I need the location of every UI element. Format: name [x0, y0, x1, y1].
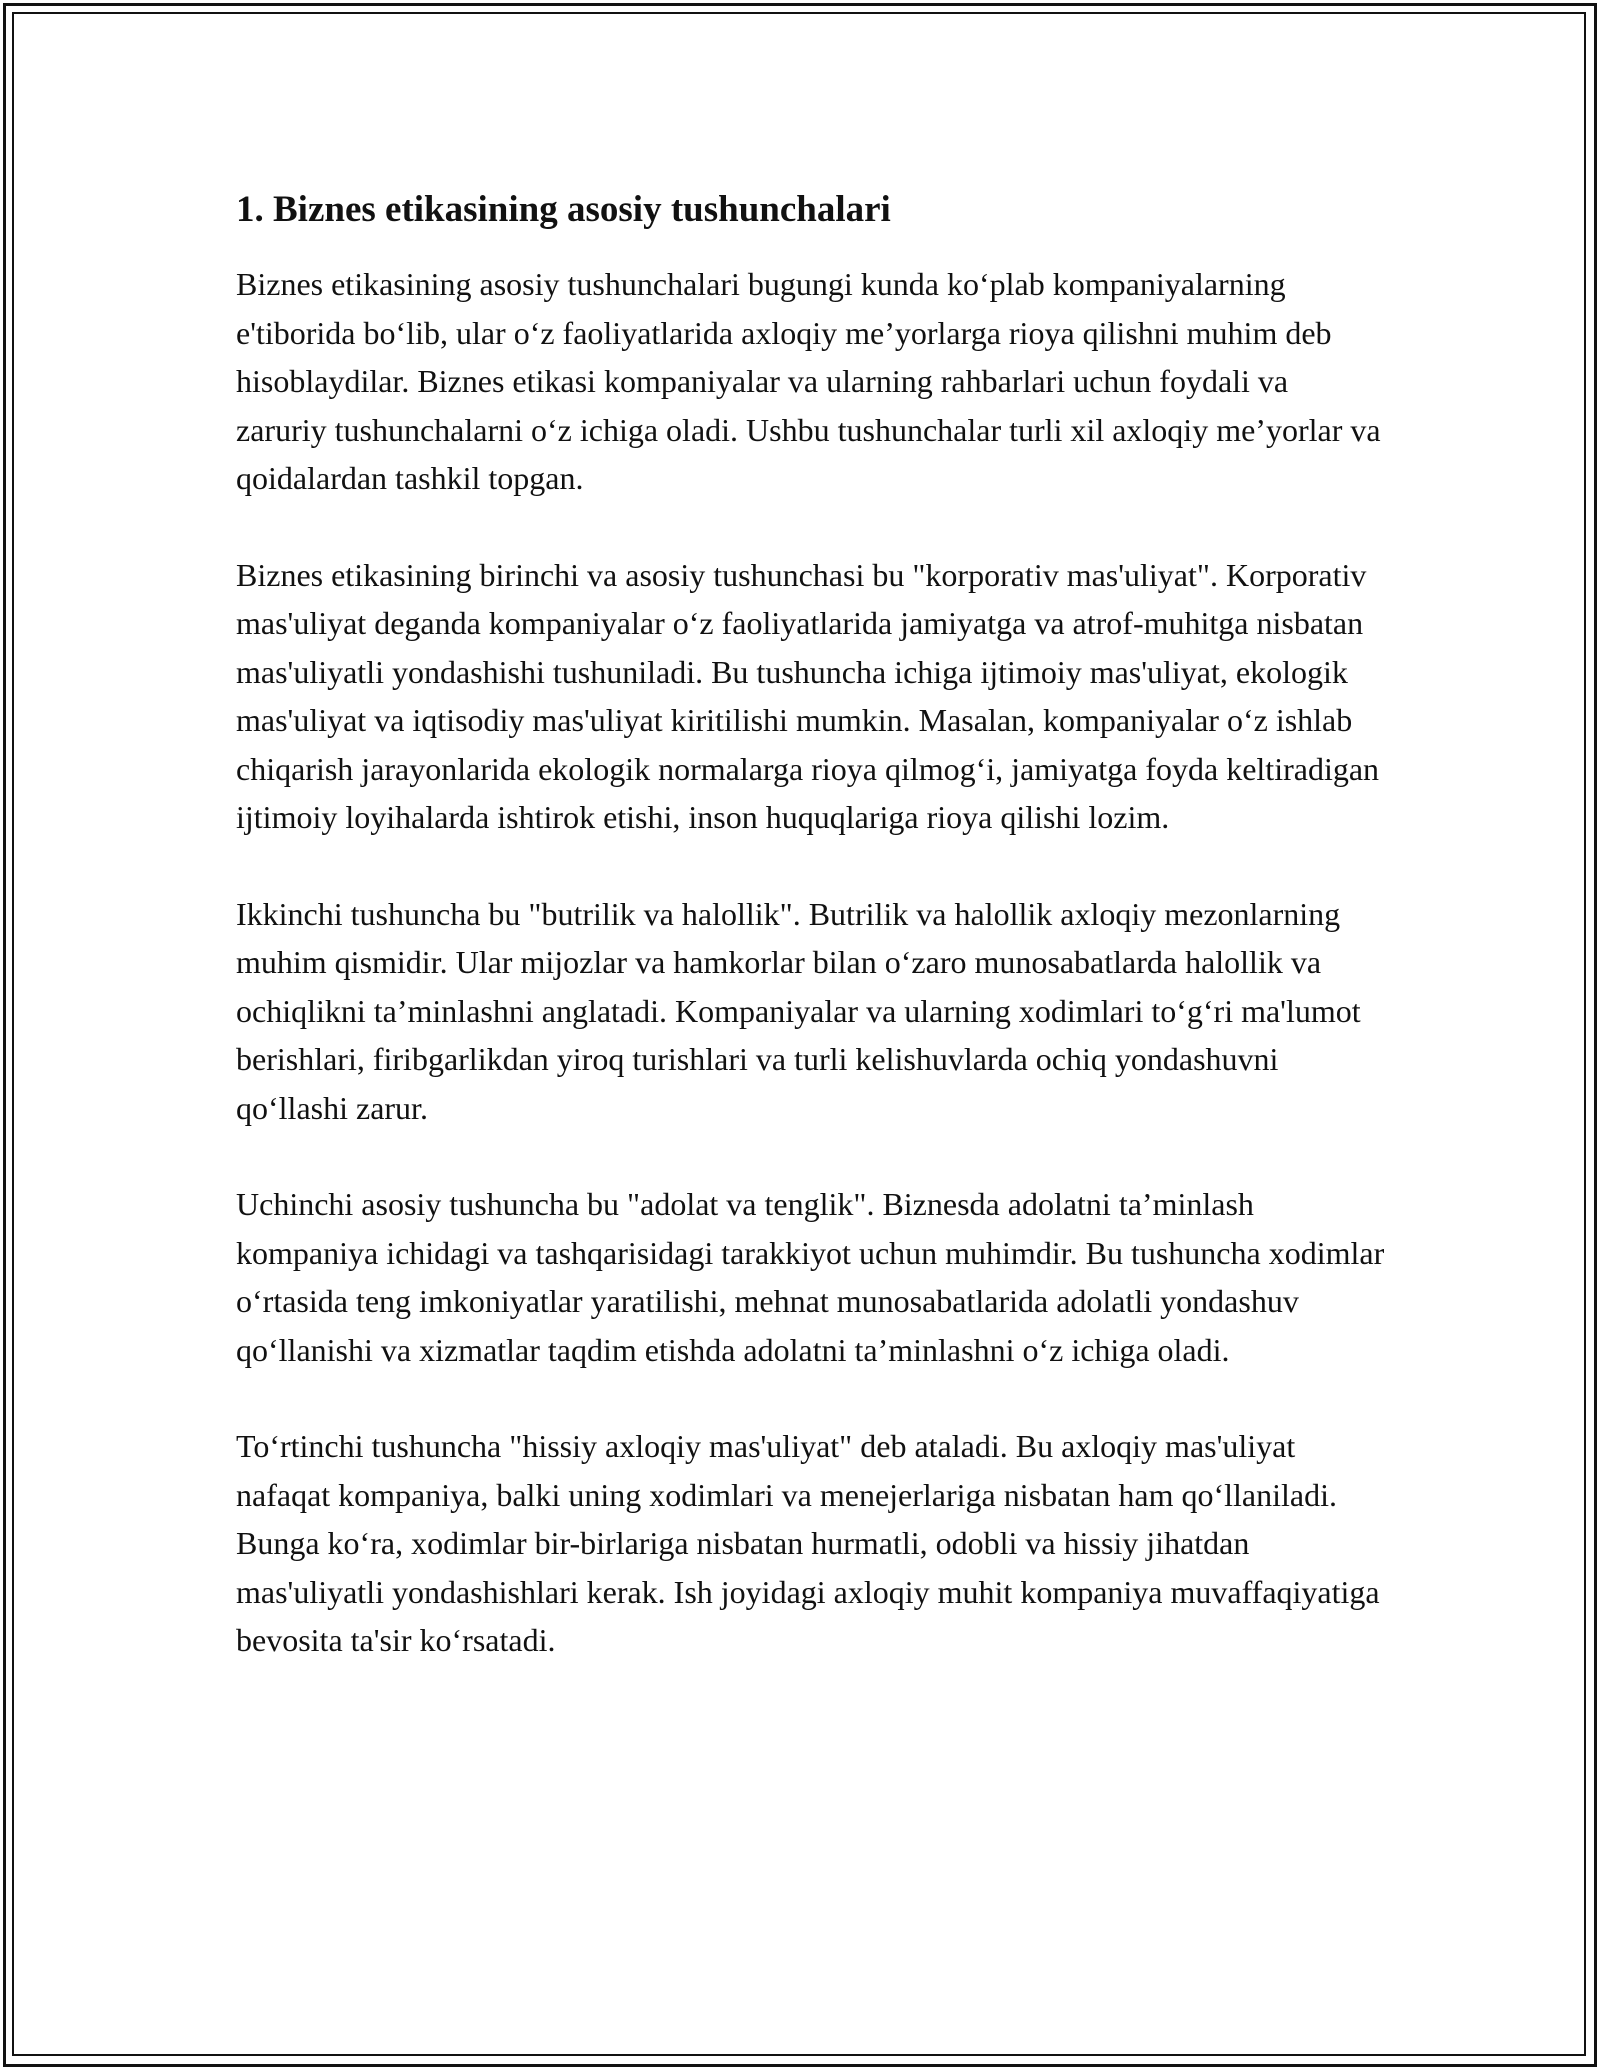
- paragraph-honesty: Ikkinchi tushuncha bu "butrilik va halollik". Butrilik va halollik axloqiy mezonlarning muhim qismidir. Ular mijozlar va hamkorlar bilan o‘zaro munosabatlarda halollik va ochiqlikni ta’minlashni anglatadi. Kompaniyalar va ularning xodimlari to‘g‘ri ma'lumot berishlari, firibgarlikdan yiroq turishlari va turli kelishuvlarda ochiq yondashuvni qo‘llashi zarur.: [236, 895, 1361, 1126]
- paragraph-corporate-responsibility: Biznes etikasining birinchi va asosiy tushunchasi bu "korporativ mas'uliyat". Korporativ mas'uliyat deganda kompaniyalar o‘z faoliyatlarida jamiyatga va atrof-muhitga nisbatan mas'uliyatli yondashishi tushuniladi. Bu tushuncha ichiga ijtimoiy mas'uliyat, ekologik mas'uliyat va iqtisodiy mas'uliyat kiritilishi mumkin. Masalan, kompaniyalar o‘z ishlab chiqarish jarayonlarida ekologik normalarga rioya qilmog‘i, jamiyatga foyda keltiradigan ijtimoiy loyihalarda ishtirok etishi, inson huquqlariga rioya qilishi lozim.: [236, 556, 1380, 836]
- paragraph-emotional-responsibility: To‘rtinchi tushuncha "hissiy axloqiy mas'uliyat" deb ataladi. Bu axloqiy mas'uliyat nafaqat kompaniya, balki uning xodimlari va menejerlariga nisbatan ham qo‘llaniladi. Bunga ko‘ra, xodimlar bir-birlariga nisbatan hurmatli, odobli va hissiy jihatdan mas'uliyatli yondashishlari kerak. Ish joyidagi axloqiy muhit kompaniya muvaffaqiyatiga bevosita ta'sir ko‘rsatadi.: [236, 1428, 1380, 1659]
- section-heading: 1. Biznes etikasining asosiy tushunchalari: [236, 189, 891, 230]
- document-body: [236, 186, 1386, 1713]
- paragraph-intro: Biznes etikasining asosiy tushunchalari bugungi kunda ko‘plab kompaniyalarning e'tiborida bo‘lib, ular o‘z faoliyatlarida axloqiy me’yorlarga rioya qilishni muhim deb hisoblaydilar. Biznes etikasi kompaniyalar va ularning rahbarlari uchun foydali va zaruriy tushunchalarni o‘z ichiga oladi. Ushbu tushunchalar turli xil axloqiy me’yorlar va qoidalardan tashkil topgan.: [236, 266, 1381, 497]
- paragraph-fairness: Uchinchi asosiy tushuncha bu "adolat va tenglik". Biznesda adolatni ta’minlash kompaniya ichidagi va tashqarisidagi tarakkiyot uchun muhimdir. Bu tushuncha xodimlar o‘rtasida teng imkoniyatlar yaratilishi, mehnat munosabatlarida adolatli yondashuv qo‘llanishi va xizmatlar taqdim etishda adolatni ta’minlashni o‘z ichiga oladi.: [236, 1186, 1385, 1368]
